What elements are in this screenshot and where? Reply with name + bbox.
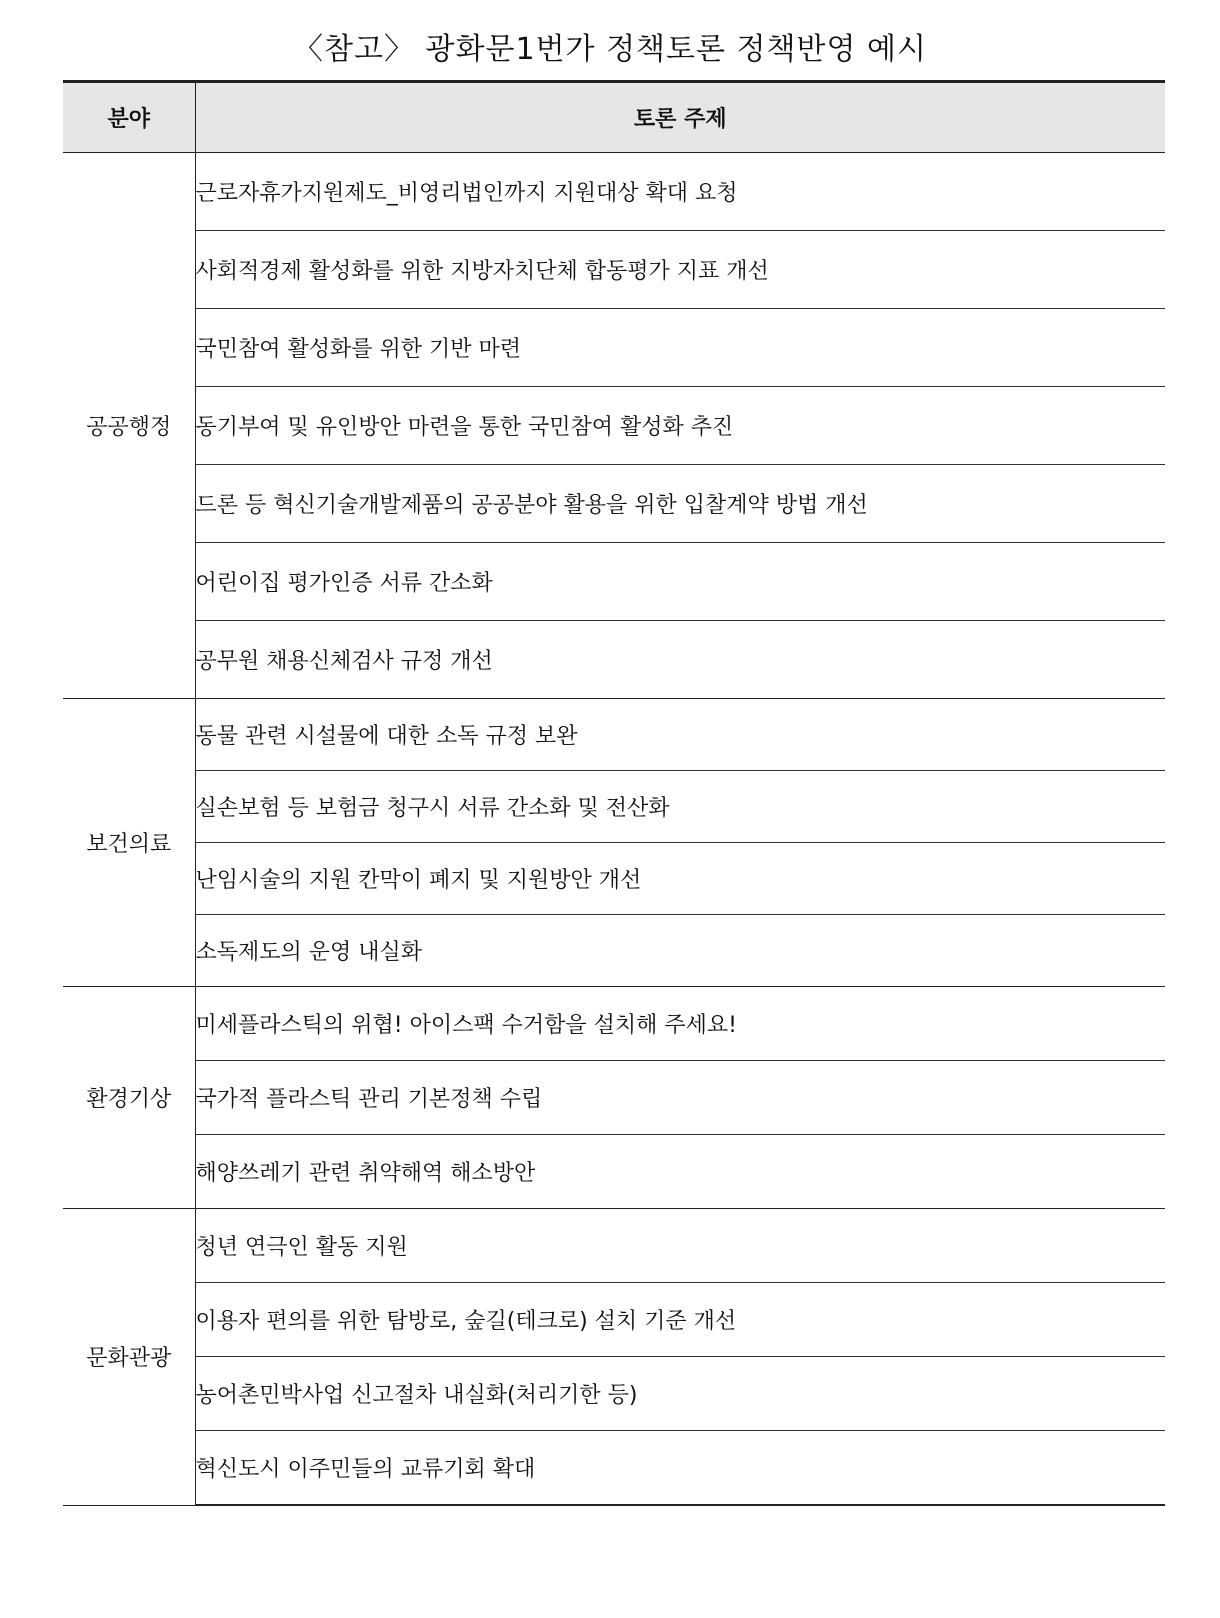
policy-table	[63, 80, 1165, 1506]
table-row	[63, 309, 1165, 387]
table-row	[63, 771, 1165, 843]
page-title: 〈참고〉 광화문1번가 정책토론 정책반영 예시	[293, 32, 927, 67]
topic-cell: 청년 연극인 활동 지원	[195, 1209, 1165, 1283]
topic-cell: 해양쓰레기 관련 취약해역 해소방안	[195, 1135, 1165, 1209]
table-row	[63, 1431, 1165, 1506]
table-row	[63, 1209, 1165, 1283]
header-category: 분야	[63, 82, 195, 153]
topic-cell: 근로자휴가지원제도_비영리법인까지 지원대상 확대 요청	[195, 153, 1165, 231]
topic-cell: 이용자 편의를 위한 탐방로, 숲길(테크로) 설치 기준 개선	[195, 1283, 1165, 1357]
table-row	[63, 1357, 1165, 1431]
topic-cell: 드론 등 혁신기술개발제품의 공공분야 활용을 위한 입찰계약 방법 개선	[195, 465, 1165, 543]
table-row	[63, 465, 1165, 543]
table-row	[63, 153, 1165, 231]
topic-cell: 난임시술의 지원 칸막이 폐지 및 지원방안 개선	[195, 843, 1165, 915]
table-row	[63, 915, 1165, 987]
category-cell-culture-tourism: 문화관광	[63, 1209, 195, 1506]
topic-cell: 실손보험 등 보험금 청구시 서류 간소화 및 전산화	[195, 771, 1165, 843]
topic-cell: 국가적 플라스틱 관리 기본정책 수립	[195, 1061, 1165, 1135]
table-row	[63, 843, 1165, 915]
topic-cell: 미세플라스틱의 위협! 아이스팩 수거함을 설치해 주세요!	[195, 987, 1165, 1061]
topic-cell: 어린이집 평가인증 서류 간소화	[195, 543, 1165, 621]
table-header-row	[63, 82, 1165, 153]
category-cell-health-medical: 보건의료	[63, 699, 195, 987]
table-row	[63, 1061, 1165, 1135]
topic-cell: 사회적경제 활성화를 위한 지방자치단체 합동평가 지표 개선	[195, 231, 1165, 309]
topic-cell: 국민참여 활성화를 위한 기반 마련	[195, 309, 1165, 387]
header-topic: 토론 주제	[195, 82, 1165, 153]
topic-cell: 소독제도의 운영 내실화	[195, 915, 1165, 987]
topic-cell: 혁신도시 이주민들의 교류기회 확대	[195, 1431, 1165, 1506]
table-row	[63, 621, 1165, 699]
table-row	[63, 387, 1165, 465]
topic-cell: 농어촌민박사업 신고절차 내실화(처리기한 등)	[195, 1357, 1165, 1431]
table-row	[63, 987, 1165, 1061]
table-row	[63, 543, 1165, 621]
table-row	[63, 1135, 1165, 1209]
category-cell-environment-weather: 환경기상	[63, 987, 195, 1209]
topic-cell: 동기부여 및 유인방안 마련을 통한 국민참여 활성화 추진	[195, 387, 1165, 465]
category-cell-public-administration: 공공행정	[63, 153, 195, 699]
topic-cell: 공무원 채용신체검사 규정 개선	[195, 621, 1165, 699]
topic-cell: 동물 관련 시설물에 대한 소독 규정 보완	[195, 699, 1165, 771]
table-row	[63, 231, 1165, 309]
table-row	[63, 699, 1165, 771]
table-row	[63, 1283, 1165, 1357]
